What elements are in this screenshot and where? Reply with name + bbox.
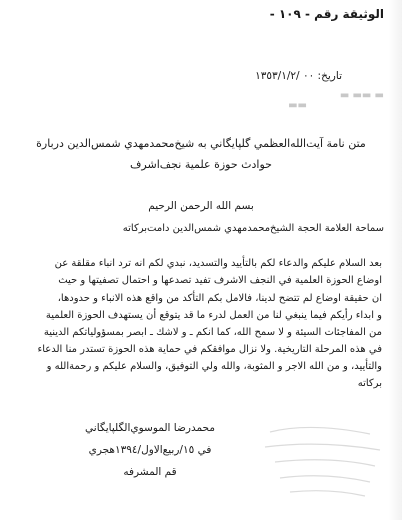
basmala: بسم الله الرحمن الرحيم (148, 200, 254, 212)
salutation: سماحة العلامة الحجة الشيخ‌محمدمهدي شمس‌الدين دامت‌بركاته (122, 223, 384, 234)
body-line: و ابداء رأيكم فيما ينبغي لنا من العمل لدرء ما قد يتوقع أن يستهدف الحوزة العلمية (45, 310, 382, 321)
document-date: تاريخ: ٠٠ /١٣٥٣/١/٢ (255, 70, 342, 82)
body-line: من المفاجئات السيئة و لا سمح الله، كما انكم ـ و لاشك ـ ابصر بمسؤولياتكم الدينية (43, 327, 382, 338)
faded-stamp-image (250, 412, 400, 507)
bleed-through-mark: ▬▬ (288, 100, 307, 111)
body-line: في هذه المرحلة التاريخية. ولا نزال موافقكم في حماية هذه الحوزة تستدر منا الدعاء (37, 344, 382, 355)
body-line: ان حقيقة اوضاع لم تتضح لدينا، فالامل بكم التأكد من واقع هذه الانباء و حدودها، (57, 293, 382, 304)
body-line: اوضاع الحوزة العلمية في النجف الاشرف تفيد تصدعها و احتمال تصفيتها و حيث (58, 275, 382, 286)
body-line: والتأييد، و من الله الاجر و المثوبة، والله ولي التوفيق، والسلام عليكم و رحمة‌الله و (46, 361, 382, 372)
bleed-through-mark: ▬ ▬▬ ▬ (339, 90, 384, 101)
body-line: بعد السلام عليكم والدعاء لكم بالتأييد والتسديد، نبدي لكم انه ترد انباء مقلقة عن (54, 258, 382, 269)
body-line: بركاته (357, 378, 382, 389)
document-title-line-1: متن نامة آيت‌الله‌العظمي گلپايگاني به شيخ‌محمدمهدي شمس‌الدين دربارة (36, 137, 366, 150)
signature-date: في ١٥/ربيع‌الاول/١٣٩٤هجري (88, 444, 212, 456)
signature-place: قم المشرفه (123, 466, 177, 478)
signature-name: محمدرضا الموسوي‌الگلپايگاني (85, 422, 215, 434)
document-number-heading: الوثيقة رقم - ١٠٩ - (269, 7, 384, 21)
document-title-line-2: حوادث حوزة علمية نجف‌اشرف (130, 158, 272, 171)
